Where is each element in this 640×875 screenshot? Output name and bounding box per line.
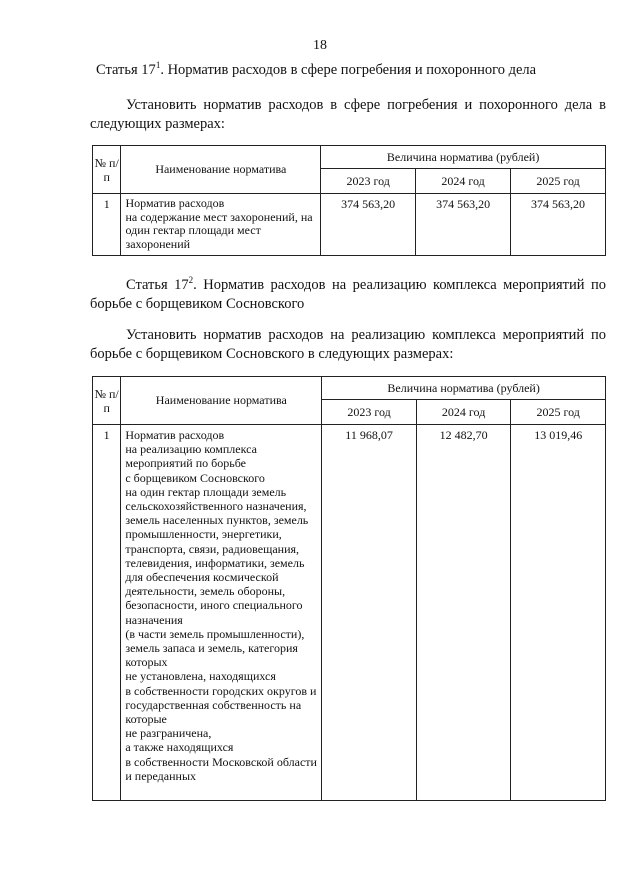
table-header-name: Наименование норматива (121, 146, 321, 194)
article-17-2-title-suffix: . Норматив расходов на реализацию комплекса мероприятий по борьбе с борщевиком Сосновского (90, 277, 606, 312)
article-17-2-table (92, 376, 606, 801)
article-17-1-paragraph: Установить норматив расходов в сфере погребения и похоронного дела в следующих размерах: (90, 97, 606, 132)
table-header-year: 2024 год (416, 400, 511, 425)
article-17-1-title-prefix: Статья 17 (96, 62, 156, 78)
table-row-name: Норматив расходов на содержание мест захоронений, на один гектар площади мест захоронений (121, 194, 321, 256)
article-17-1-title-sup: 1 (155, 60, 161, 71)
table-header-num: № п/п (93, 377, 121, 425)
article-17-2-title-sup: 2 (188, 275, 194, 286)
table-row-num: 1 (93, 425, 121, 801)
table-header-year: 2023 год (322, 400, 417, 425)
page-number: 18 (313, 38, 327, 53)
table-header-year: 2024 год (416, 169, 511, 194)
table-header-year: 2023 год (321, 169, 416, 194)
table-row-value: 11 968,07 (322, 425, 417, 801)
article-17-1-table (92, 145, 606, 256)
article-17-1-title-suffix: . Норматив расходов в сфере погребения и похоронного дела (160, 62, 537, 78)
article-17-2-title-prefix: Статья 17 (126, 277, 189, 293)
article-17-2-title (90, 276, 606, 314)
article-17-2-paragraph: Установить норматив расходов на реализацию комплекса мероприятий по борьбе с борщевиком Сосновского в следующих размерах: (90, 327, 606, 362)
table-header-num: № п/п (93, 146, 121, 194)
table-row-value: 12 482,70 (416, 425, 511, 801)
article-17-1-title (96, 60, 606, 80)
table-row-value: 374 563,20 (416, 194, 511, 256)
table-row-num: 1 (93, 194, 121, 256)
table-row-value: 374 563,20 (511, 194, 606, 256)
table-header-name: Наименование норматива (121, 377, 322, 425)
table-header-group: Величина норматива (рублей) (322, 377, 606, 400)
table-header-group: Величина норматива (рублей) (321, 146, 606, 169)
table-row-name: Норматив расходов на реализацию комплекса мероприятий по борьбе с борщевиком Сосновского на один гектар площади земель сельскохозяйственного назначения, земель населенных пунктов, земель промышленности, энергетики, транспорта, связи, радиовещания, телевидения, информатики, земель для обеспечения космической деятельности, земель обороны, безопасности, иного специального назначения (в части земель промышленности), земель запаса и земель, категория которых не установлена, находящихся в собственности городских округов и государственная собственность на которые не разграничена, а также находящихся в собственности Московской области и переданных (121, 425, 322, 801)
table-row-value: 374 563,20 (321, 194, 416, 256)
table-header-year: 2025 год (511, 169, 606, 194)
table-row-value: 13 019,46 (511, 425, 606, 801)
table-header-year: 2025 год (511, 400, 606, 425)
